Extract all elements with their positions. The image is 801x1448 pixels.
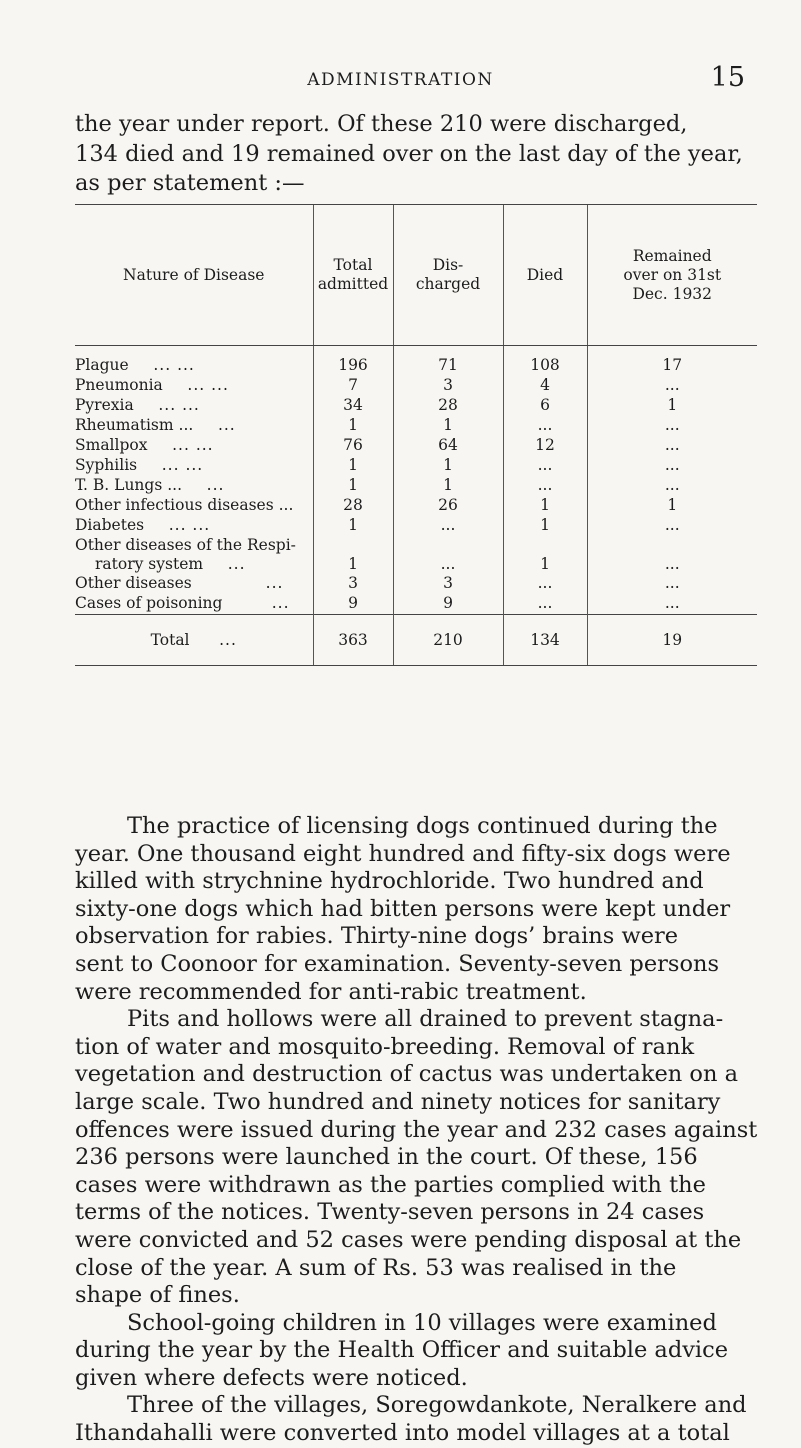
running-head: [0, 62, 801, 102]
text-line: year. One thousand eight hundred and fifty-six dogs were: [75, 840, 731, 867]
total-label: Total ...: [75, 615, 313, 666]
text-line: cases were withdrawn as the parties complied with the: [75, 1171, 706, 1198]
text-line: vegetation and destruction of cactus was undertaken on a: [75, 1061, 739, 1088]
text-line: offences were issued during the year and 232 cases against: [75, 1116, 758, 1143]
disease-name: Diabetes ... ...: [75, 516, 211, 534]
admitted-cell: 1: [313, 516, 393, 536]
text-line: The practice of licensing dogs continued during the: [127, 813, 718, 839]
total-discharged: 210: [393, 615, 503, 666]
remained-cell: 17: [587, 346, 757, 377]
table-row: [75, 496, 757, 516]
table-row: [75, 456, 757, 476]
table-row: [75, 396, 757, 416]
discharged-cell: 26: [393, 496, 503, 516]
discharged-cell: 28: [393, 396, 503, 416]
text-line: were convicted and 52 cases were pending disposal at the: [75, 1226, 742, 1253]
text-line: large scale. Two hundred and ninety notices for sanitary: [75, 1088, 721, 1115]
remained-cell: ...: [587, 574, 757, 594]
table-row: [75, 376, 757, 396]
remained-cell: 1: [587, 496, 757, 516]
discharged-cell: 1: [393, 416, 503, 436]
header-discharged: Dis- charged: [393, 205, 503, 346]
admitted-cell: 1: [313, 456, 393, 476]
page-number: 15: [710, 62, 745, 93]
text-line: Three of the villages, Soregowdankote, Neralkere and: [127, 1392, 747, 1419]
discharged-cell: 71: [393, 346, 503, 377]
table-row: [75, 346, 757, 377]
disease-name: Other diseases ...: [75, 574, 284, 592]
disease-name: Pyrexia ... ...: [75, 396, 200, 414]
discharged-cell: 64: [393, 436, 503, 456]
disease-name: Rheumatism ... ...: [75, 416, 236, 434]
died-cell: 1: [503, 516, 587, 536]
total-admitted: 363: [313, 615, 393, 666]
text-line: killed with strychnine hydrochloride. Two hundred and: [75, 868, 704, 895]
section-title: ADMINISTRATION: [307, 70, 494, 90]
text-line: close of the year. A sum of Rs. 53 was realised in the: [75, 1254, 677, 1281]
remained-cell: ...: [587, 476, 757, 496]
body-paragraphs: [75, 813, 757, 1448]
remained-cell: ...: [587, 376, 757, 396]
died-cell: ...: [503, 476, 587, 496]
discharged-cell: ...: [393, 516, 503, 536]
text-line: tion of water and mosquito-breeding. Removal of rank: [75, 1033, 695, 1060]
remained-cell: ...: [587, 516, 757, 536]
admitted-cell: 3: [313, 574, 393, 594]
disease-name: Other infectious diseases ...: [75, 496, 294, 514]
text-line: terms of the notices. Twenty-seven persons in 24 cases: [75, 1199, 705, 1226]
remained-cell: 1: [587, 396, 757, 416]
remained-cell: ...: [587, 416, 757, 436]
text-line: as per statement :—: [75, 170, 305, 196]
discharged-cell: 1: [393, 456, 503, 476]
text-line: Pits and hollows were all drained to prevent stagna-: [127, 1006, 724, 1033]
table-row: [75, 536, 757, 574]
discharged-cell: 1: [393, 476, 503, 496]
admitted-cell: 1: [313, 476, 393, 496]
died-cell: 12: [503, 436, 587, 456]
text-line: were recommended for anti-rabic treatment.: [75, 978, 587, 1005]
total-row: [75, 615, 757, 666]
discharged-cell: ...: [393, 536, 503, 574]
header-disease: Nature of Disease: [75, 205, 313, 346]
died-cell: ...: [503, 456, 587, 476]
table-body: [75, 346, 757, 666]
table-row: [75, 436, 757, 456]
text-line: observation for rabies. Thirty-nine dogs’ brains were: [75, 923, 679, 950]
text-line: School-going children in 10 villages were examined: [127, 1309, 717, 1336]
died-cell: ...: [503, 416, 587, 436]
total-died: 134: [503, 615, 587, 666]
remained-cell: ...: [587, 594, 757, 615]
table-row: [75, 594, 757, 615]
remained-cell: ...: [587, 436, 757, 456]
died-cell: 4: [503, 376, 587, 396]
disease-name: Cases of poisoning ...: [75, 594, 290, 612]
disease-name: T. B. Lungs ... ...: [75, 476, 225, 494]
admitted-cell: 7: [313, 376, 393, 396]
admitted-cell: 76: [313, 436, 393, 456]
died-cell: 6: [503, 396, 587, 416]
header-remained: Remained over on 31st Dec. 1932: [587, 205, 757, 346]
text-line: sixty-one dogs which had bitten persons were kept under: [75, 895, 731, 922]
table-header-row: [75, 205, 757, 346]
disease-name: Other diseases of the Respi- ratory system ...: [75, 536, 296, 573]
admitted-cell: 9: [313, 594, 393, 615]
admitted-cell: 34: [313, 396, 393, 416]
text-line: 236 persons were launched in the court. Of these, 156: [75, 1144, 698, 1171]
text-line: shape of fines.: [75, 1282, 240, 1309]
remained-cell: ...: [587, 536, 757, 574]
discharged-cell: 3: [393, 376, 503, 396]
text-line: sent to Coonoor for examination. Seventy-seven persons: [75, 950, 720, 977]
admitted-cell: 1: [313, 416, 393, 436]
text-line: during the year by the Health Officer and suitable advice: [75, 1337, 729, 1364]
header-died: Died: [503, 205, 587, 346]
header-admitted: Total admitted: [313, 205, 393, 346]
text-line: the year under report. Of these 210 were discharged,: [75, 111, 688, 137]
intro-paragraph: [75, 110, 755, 199]
table-row: [75, 574, 757, 594]
table-row: [75, 516, 757, 536]
discharged-cell: 3: [393, 574, 503, 594]
disease-name: Smallpox ... ...: [75, 436, 214, 454]
admitted-cell: 196: [313, 346, 393, 377]
admitted-cell: 1: [313, 536, 393, 574]
disease-name: Pneumonia ... ...: [75, 376, 229, 394]
died-cell: ...: [503, 594, 587, 615]
disease-name: Syphilis ... ...: [75, 456, 204, 474]
died-cell: 1: [503, 496, 587, 516]
disease-name: Plague ... ...: [75, 356, 195, 374]
discharged-cell: 9: [393, 594, 503, 615]
table-row: [75, 416, 757, 436]
remained-cell: ...: [587, 456, 757, 476]
text-line: Ithandahalli were converted into model villages at a total: [75, 1420, 730, 1447]
admitted-cell: 28: [313, 496, 393, 516]
disease-statement-table: [75, 204, 757, 666]
total-remained: 19: [587, 615, 757, 666]
died-cell: ...: [503, 574, 587, 594]
text-line: 134 died and 19 remained over on the last day of the year,: [75, 140, 743, 167]
died-cell: 1: [503, 536, 587, 574]
died-cell: 108: [503, 346, 587, 377]
table-row: [75, 476, 757, 496]
text-line: given where defects were noticed.: [75, 1364, 468, 1391]
